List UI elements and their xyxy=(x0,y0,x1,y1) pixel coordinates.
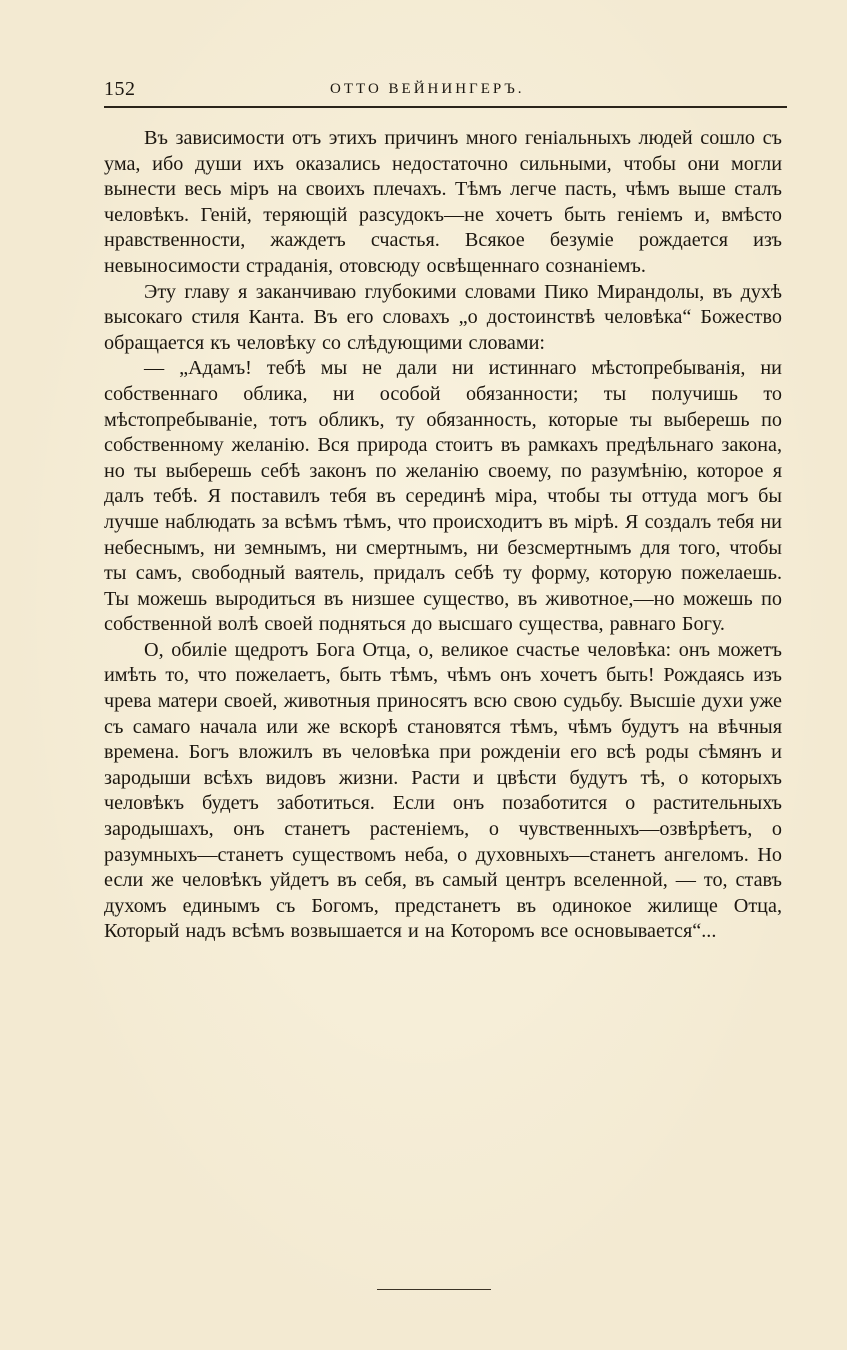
paragraph-1: Въ зависимости отъ этихъ причинъ много геніальныхъ людей сошло съ ума, ибо души ихъ оказались недостаточно сильными, чтобы они могли вынести весь міръ на своихъ плечахъ. Тѣмъ легче пасть, чѣмъ выше сталъ человѣкъ. Геній, теряющій разсудокъ—не хочетъ быть геніемъ и, вмѣсто нравственности, жаждетъ счастья. Всякое безуміе рождается изъ невыносимости страданія, отовсюду освѣщеннаго сознаніемъ. xyxy=(104,127,782,277)
paragraph-4: О, обиліе щедротъ Бога Отца, о, великое счастье человѣка: онъ можетъ имѣть то, что пожелаетъ, быть тѣмъ, чѣмъ онъ хочетъ быть! Рождаясь изъ чрева матери своей, животныя приносятъ всю свою судьбу. Высшіе духи уже съ самаго начала или же вскорѣ становятся тѣмъ, чѣмъ будутъ на вѣчныя времена. Богъ вложилъ въ человѣка при рожденіи его всѣ роды сѣмянъ и зародыши всѣхъ видовъ жизни. Расти и цвѣсти будутъ тѣ, о которыхъ человѣкъ будетъ заботиться. Если онъ позаботится о растительныхъ зародышахъ, онъ станетъ растеніемъ, о чувственныхъ—озвѣрѣетъ, о разумныхъ—станетъ существомъ неба, о духовныхъ—станетъ ангеломъ. Но если же человѣкъ уйдетъ въ себя, въ самый центръ вселенной, — то, ставъ духомъ единымъ съ Богомъ, предстанетъ въ одинокое жилище Отца, Который надъ всѣмъ возвышается и на Которомъ все основывается“... xyxy=(104,638,782,943)
body-text xyxy=(104,126,782,945)
end-rule xyxy=(377,1289,491,1290)
paragraph-2: Эту главу я заканчиваю глубокими словами Пико Мирандолы, въ духѣ высокаго стиля Канта. Въ его словахъ „о достоинствѣ человѣка“ Божество обращается къ человѣку со слѣдующими словами: xyxy=(104,280,782,354)
header-rule xyxy=(104,106,787,108)
running-head: ОТТО ВЕЙНИНГЕРЪ. xyxy=(330,81,525,97)
paragraph-3: — „Адамъ! тебѣ мы не дали ни истиннаго мѣстопребыванія, ни собственнаго облика, ни особой обязанности; ты получишь то мѣстопребываніе, тотъ обликъ, ту обязанность, которые ты выберешь по собственному желанію. Вся природа стоитъ въ рамкахъ предѣльнаго закона, но ты выберешь себѣ законъ по желанію своему, по разумѣнію, которое я далъ тебѣ. Я поставилъ тебя въ серединѣ міра, чтобы ты оттуда могъ бы лучше наблюдать за всѣмъ тѣмъ, что происходитъ въ мірѣ. Я создалъ тебя ни небеснымъ, ни земнымъ, ни смертнымъ, ни безсмертнымъ для того, чтобы ты самъ, свободный ваятель, придалъ себѣ ту форму, которую пожелаешь. Ты можешь выродиться въ низшее существо, въ животное,—но можешь по собственной волѣ своей подняться до высшаго существа, равнаго Богу. xyxy=(104,357,782,636)
page-header xyxy=(104,78,787,104)
page-number: 152 xyxy=(104,78,136,100)
